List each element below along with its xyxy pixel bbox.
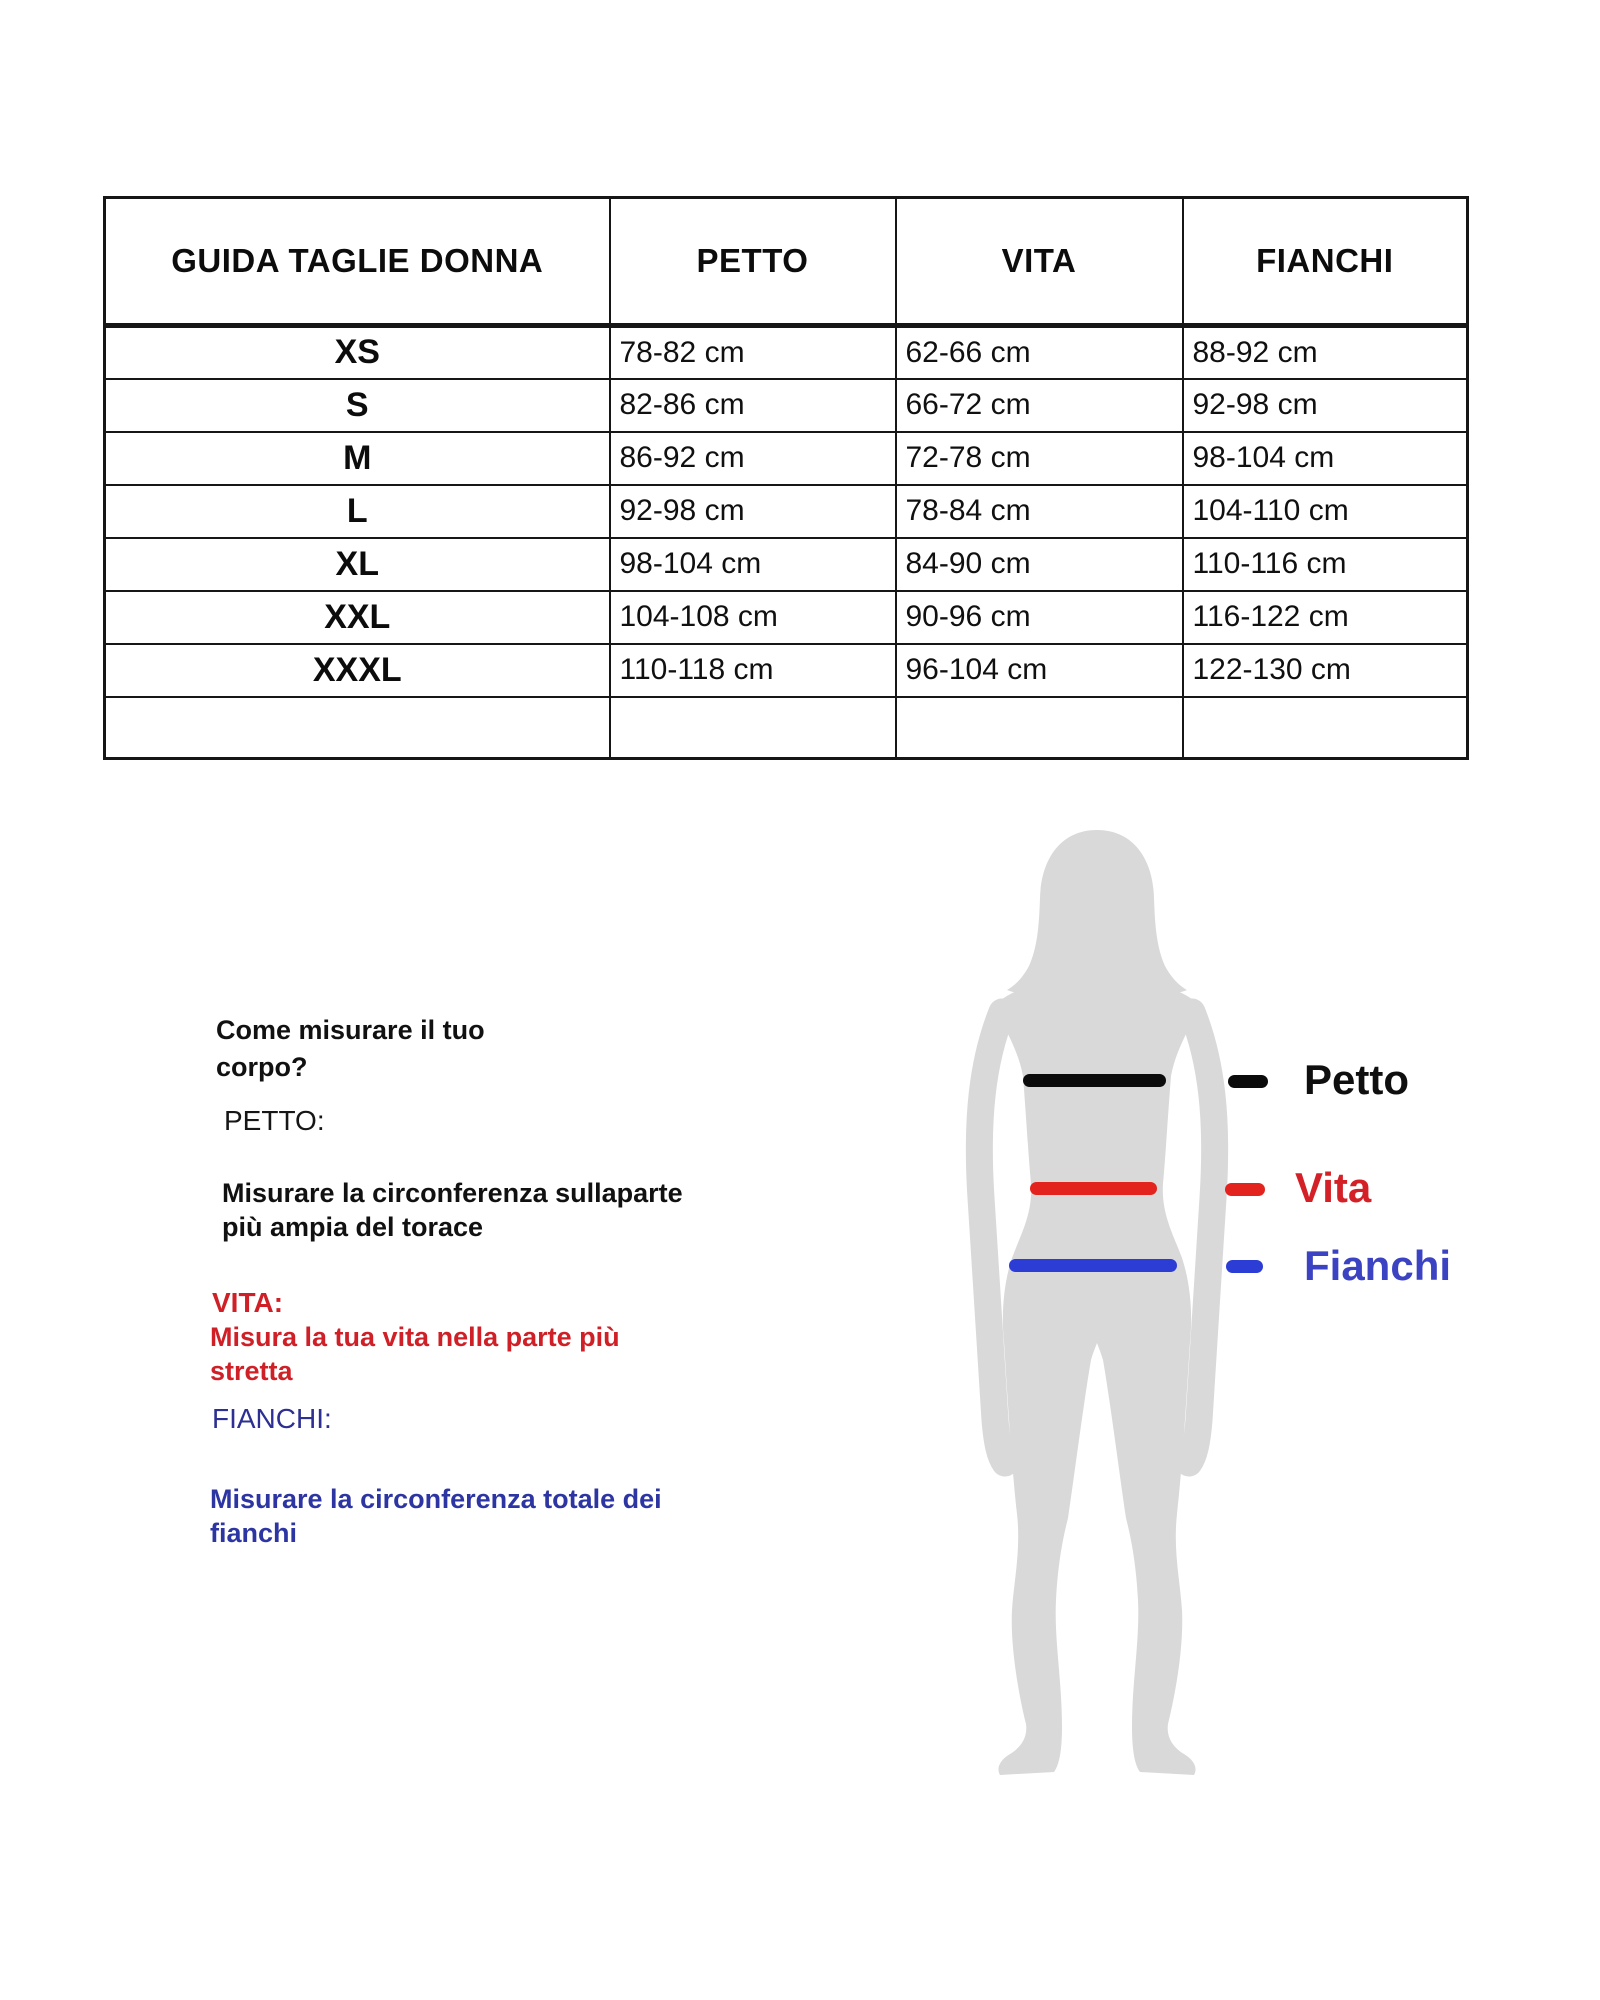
fianchi-cell: 92-98 cm <box>1183 379 1468 432</box>
woman-silhouette <box>950 818 1250 1788</box>
legend-petto-dash <box>1228 1075 1268 1088</box>
legend-vita-dash <box>1225 1183 1265 1196</box>
table-row <box>105 485 1468 538</box>
fianchi-cell: 104-110 cm <box>1183 485 1468 538</box>
size-cell: XL <box>105 538 610 591</box>
table-row <box>105 538 1468 591</box>
silhouette-body <box>995 934 1200 1775</box>
legend-fianchi-label: Fianchi <box>1304 1242 1452 1289</box>
vita-body: Misura la tua vita nella parte più stretta <box>210 1322 620 1386</box>
size-cell: L <box>105 485 610 538</box>
petto-cell: 86-92 cm <box>610 432 896 485</box>
petto-cell: 78-82 cm <box>610 326 896 379</box>
size-cell: S <box>105 379 610 432</box>
fianchi-cell <box>1183 697 1468 759</box>
fianchi-heading: FIANCHI: <box>212 1403 332 1434</box>
petto-cell: 104-108 cm <box>610 591 896 644</box>
size-cell: XS <box>105 326 610 379</box>
fianchi-cell: 88-92 cm <box>1183 326 1468 379</box>
legend-petto-label: Petto <box>1304 1056 1409 1103</box>
petto-cell: 98-104 cm <box>610 538 896 591</box>
table-row <box>105 591 1468 644</box>
petto-cell: 110-118 cm <box>610 644 896 697</box>
vita-cell: 90-96 cm <box>896 591 1183 644</box>
column-header-vita: VITA <box>896 198 1183 326</box>
size-cell: XXXL <box>105 644 610 697</box>
size-cell <box>105 697 610 759</box>
petto-cell: 82-86 cm <box>610 379 896 432</box>
hip-measure-line <box>1009 1259 1177 1272</box>
fianchi-cell: 116-122 cm <box>1183 591 1468 644</box>
chest-measure-line <box>1023 1074 1166 1087</box>
table-row <box>105 379 1468 432</box>
petto-body: Misurare la circonferenza sullaparte più ampia del torace <box>222 1178 683 1242</box>
legend-vita-label: Vita <box>1295 1164 1372 1211</box>
waist-measure-line <box>1030 1182 1157 1195</box>
petto-heading: PETTO: <box>224 1105 325 1136</box>
fianchi-cell: 122-130 cm <box>1183 644 1468 697</box>
column-header-fianchi: FIANCHI <box>1183 198 1468 326</box>
legend-fianchi-dash <box>1226 1260 1263 1273</box>
table-row <box>105 326 1468 379</box>
size-cell: M <box>105 432 610 485</box>
silhouette-arm-right <box>1189 1012 1215 1463</box>
vita-cell <box>896 697 1183 759</box>
header-row <box>105 198 1468 326</box>
vita-cell: 72-78 cm <box>896 432 1183 485</box>
column-header-petto: PETTO <box>610 198 896 326</box>
table-row <box>105 644 1468 697</box>
fianchi-body: Misurare la circonferenza totale dei fianchi <box>210 1484 662 1548</box>
table-row-empty <box>105 697 1468 759</box>
vita-cell: 78-84 cm <box>896 485 1183 538</box>
size-cell: XXL <box>105 591 610 644</box>
petto-cell: 92-98 cm <box>610 485 896 538</box>
vita-cell: 66-72 cm <box>896 379 1183 432</box>
size-guide-table <box>103 196 1469 760</box>
petto-cell <box>610 697 896 759</box>
instructions-intro: Come misurare il tuo corpo? <box>216 1015 485 1082</box>
fianchi-cell: 110-116 cm <box>1183 538 1468 591</box>
column-header-guide: GUIDA TAGLIE DONNA <box>105 198 610 326</box>
vita-heading: VITA: <box>212 1287 284 1318</box>
vita-cell: 84-90 cm <box>896 538 1183 591</box>
vita-cell: 62-66 cm <box>896 326 1183 379</box>
vita-cell: 96-104 cm <box>896 644 1183 697</box>
table-row <box>105 432 1468 485</box>
silhouette-arm-left <box>979 1012 1005 1463</box>
fianchi-cell: 98-104 cm <box>1183 432 1468 485</box>
